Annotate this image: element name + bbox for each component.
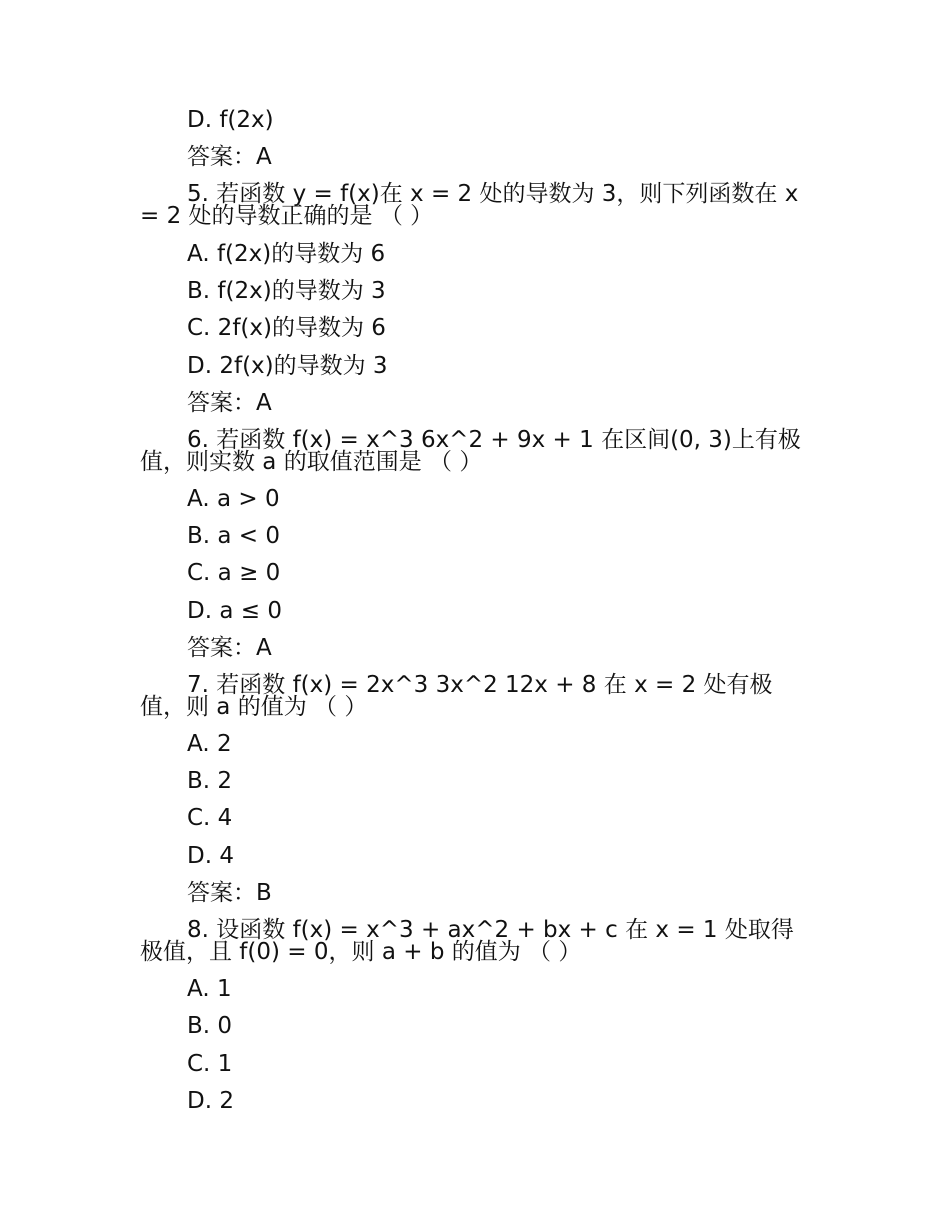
option-line: D. 2f(x)的导数为 3 [187,353,388,379]
question-5-title: 5. 若函数 y = f(x)在 x = 2 处的导数为 3，则下列函数在 x = 2 处的导数正确的是 （ ） [140,181,799,229]
option-line: C. 4 [187,805,233,831]
option-line: A. 1 [187,976,232,1002]
answer-line: 答案：A [187,144,272,170]
option-line: A. 2 [187,731,232,757]
option-line: C. a ≥ 0 [187,560,281,586]
option-line: B. f(2x)的导数为 3 [187,278,386,304]
option-line: A. a > 0 [187,486,280,512]
option-line: C. 1 [187,1051,233,1077]
answer-line: 答案：B [187,880,272,906]
option-line: B. 0 [187,1013,233,1039]
option-line: A. f(2x)的导数为 6 [187,241,386,267]
option-line: D. a ≤ 0 [187,598,282,624]
option-line: B. a < 0 [187,523,281,549]
answer-line: 答案：A [187,390,272,416]
option-line: B. 2 [187,768,233,794]
option-line: D. f(2x) [187,107,274,133]
answer-line: 答案：A [187,635,272,661]
question-8-title: 8. 设函数 f(x) = x^3 + ax^2 + bx + c 在 x = 1 处取得极值，且 f(0) = 0，则 a + b 的值为 （ ） [140,917,794,965]
question-6-title: 6. 若函数 f(x) = x^3 6x^2 + 9x + 1 在区间(0, 3)上有极值，则实数 a 的取值范围是 （ ） [140,427,801,475]
option-line: C. 2f(x)的导数为 6 [187,315,386,341]
option-line: D. 4 [187,843,234,869]
option-line: D. 2 [187,1088,234,1114]
question-7-title: 7. 若函数 f(x) = 2x^3 3x^2 12x + 8 在 x = 2 处有极值，则 a 的值为 （ ） [140,672,773,720]
